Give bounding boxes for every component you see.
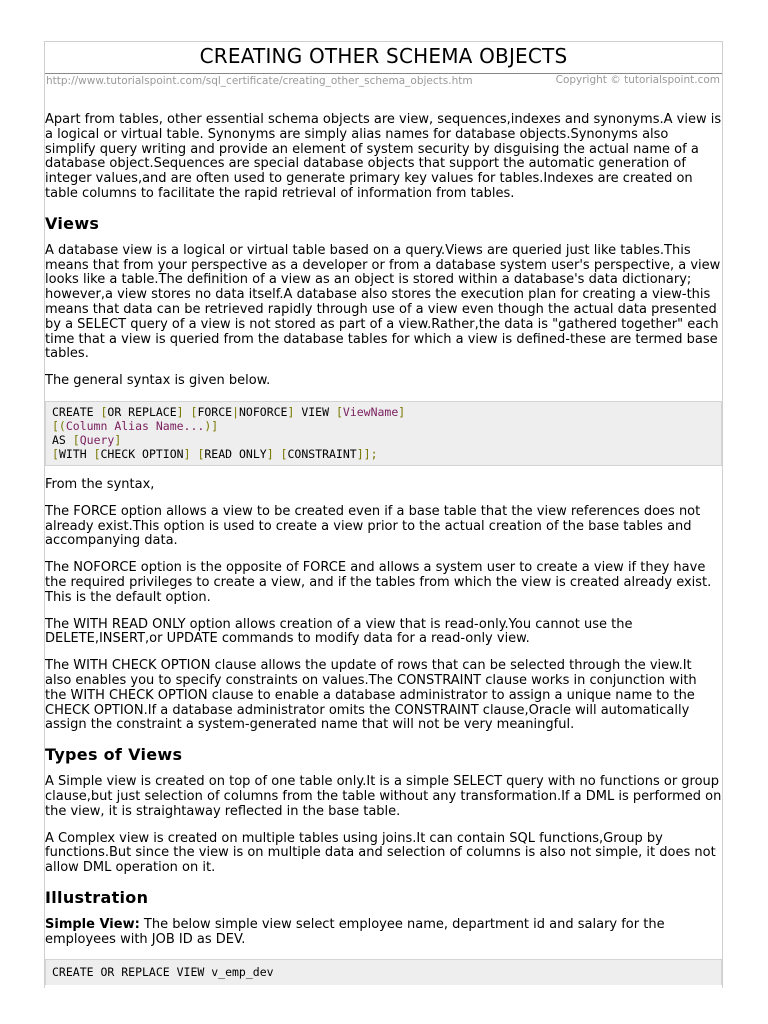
illustration-text: The below simple view select employee name, department id and salary for the employees with JOB ID as DEV.	[45, 916, 665, 947]
page-title: CREATING OTHER SCHEMA OBJECTS	[199, 44, 568, 68]
intro-paragraph: Apart from tables, other essential schema objects are view, sequences,indexes and synonyms.A view is a logical or virtual table. Synonyms are simply alias names for database objects.Synonyms also simplify query writing and provide an element of system security by disguising the actual name of a database object.Sequences are special database objects that support the automatic generation of integer values,and are often used to generate primary key values for tables.Indexes are created on table columns to facilitate the rapid retrieval of information from tables.	[45, 112, 722, 201]
code-line: [WITH [CHECK OPTION] [READ ONLY] [CONSTRAINT]];	[52, 446, 378, 461]
views-paragraph: A database view is a logical or virtual table based on a query.Views are queried just like tables.This means that from your perspective as a developer or from a database system user's perspective, a view looks like a table.The definition of a view as an object is stored within a database's data dictionary; however,a view stores no data itself.A database also stores the execution plan for creating a view-this means that data can be retrieved rapidly through use of a view even though the actual data presented by a SELECT query of a view is not stored as part of a view.Rather,the data is "gathered together" each time that a view is queried from the database tables for which a view is defined-these are termed base tables.	[45, 242, 721, 362]
article-body	[45, 113, 722, 985]
section-heading-types-of-views: Types of Views	[45, 745, 183, 765]
complex-view-paragraph: A Complex view is created on multiple tables using joins.It can contain SQL functions,Group by functions.But since the view is on multiple data and selection of columns is also not simple, it does not allow DML operation on it.	[45, 830, 716, 876]
code-line: CREATE OR REPLACE VIEW v_emp_dev	[52, 965, 274, 980]
read-only-paragraph: The WITH READ ONLY option allows creation of a view that is read-only.You cannot use the DELETE,INSERT,or UPDATE commands to modify data for a read-only view.	[45, 616, 633, 647]
code-line: CREATE [OR REPLACE] [FORCE|NOFORCE] VIEW [ViewName]	[52, 404, 406, 419]
example-code-block	[45, 959, 722, 985]
code-line: [(Column Alias Name...)]	[52, 418, 219, 433]
syntax-intro: The general syntax is given below.	[45, 373, 271, 389]
section-heading-views: Views	[45, 213, 100, 233]
syntax-code-block	[45, 401, 722, 466]
check-option-paragraph: The WITH CHECK OPTION clause allows the update of rows that can be selected through the view.It also enables you to specify constraints on values.The CONSTRAINT clause works in conjunction with the WITH CHECK OPTION clause to enable a database administrator to assign a unique name to the CHECK OPTION.If a database administrator omits the CONSTRAINT clause,Oracle will automatically assign the constraint a system-generated name that will not be very meaningful.	[45, 658, 697, 733]
section-heading-illustration: Illustration	[45, 887, 149, 907]
page-meta-bar	[45, 73, 722, 92]
copyright-notice: Copyright © tutorialspoint.com	[555, 74, 720, 86]
simple-view-label: Simple View:	[45, 916, 140, 932]
force-paragraph: The FORCE option allows a view to be created even if a base table that the view references does not already exist.This option is used to create a view prior to the actual creation of the base tables and accompanying data.	[45, 503, 701, 549]
from-syntax-text: From the syntax,	[45, 476, 155, 492]
simple-view-paragraph: A Simple view is created on top of one table only.It is a simple SELECT query with no functions or group clause,but just selection of columns from the table without any transformation.If a DML is performed on the view, it is straightaway reflected in the base table.	[45, 774, 722, 819]
illustration-paragraph	[45, 918, 722, 948]
document-page	[44, 41, 723, 988]
source-url: http://www.tutorialspoint.com/sql_certificate/creating_other_schema_objects.htm	[46, 75, 473, 87]
noforce-paragraph: The NOFORCE option is the opposite of FORCE and allows a system user to create a view if they have the required privileges to create a view, and if the tables from which the view is created already exist. This is the default option.	[45, 560, 712, 605]
code-line: AS [Query]	[52, 432, 122, 447]
